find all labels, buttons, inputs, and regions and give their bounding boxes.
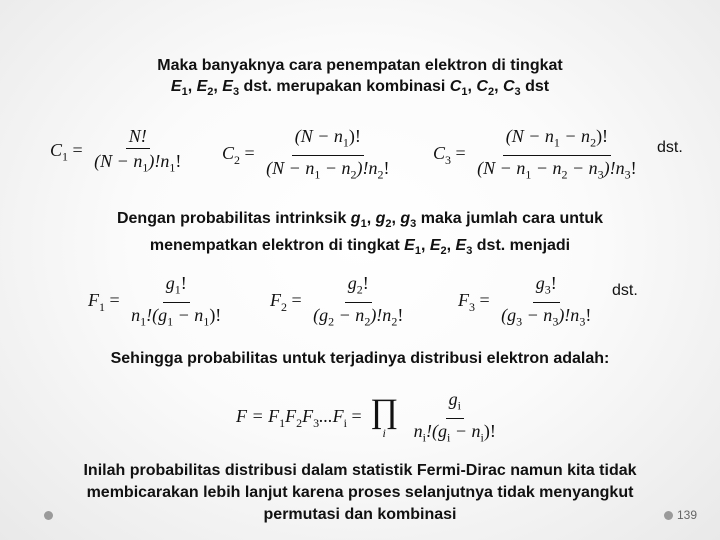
closing-line-2: membicarakan lebih lanjut karena proses selanjutnya tidak menyangkut [86,484,634,501]
formula-c1: $C_1$ = $\frac{N!}{(N - n_1)!n_1!}$ [50,126,182,175]
left-bullet-dot [44,511,53,520]
page-number: 139 [677,508,698,522]
dst-label-c: dst. [657,139,683,156]
middle-line-1: Dengan probabilitas intrinksik $g_1$, $g_2$, $g_3$ maka jumlah cara untuk [116,210,604,231]
intro-line-1: Maka banyaknya cara penempatan elektron di tingkat [157,57,563,74]
formula-c3: $C_3$ = $\frac{(N - n_1 - n_2)!}{(N - n_1 - n_2 - n_3)!n_3!}$ [433,126,637,182]
middle-line-2: menempatkan elektron di tingkat $E_1$, $E_2$, $E_3$ dst. menjadi [149,237,571,258]
product-symbol: ∏ i [370,393,399,441]
intro-line-2: $E_1$, $E_2$, $E_3$ dst. merupakan kombinasi $C_1$, $C_2$, $C_3$ dst [170,78,550,99]
right-bullet-dot [664,511,673,520]
formula-product: $F = F_1F_2F_3...F_i$ = ∏ i $\frac{g_i}{n_i!(g_i - n_i)!}$ [236,389,496,445]
formula-c2: $C_2$ = $\frac{(N - n_1)!}{(N - n_1 - n_2)!n_2!}$ [222,126,390,182]
formula-f3: $F_3$ = $\frac{g_3!}{(g_3 - n_3)!n_3!}$ [458,273,592,329]
closing-text [0,460,720,526]
formula-f2: $F_2$ = $\frac{g_2!}{(g_2 - n_2)!n_2!}$ [270,273,404,329]
closing-line-1: Inilah probabilitas distribusi dalam statistik Fermi-Dirac namun kita tidak [83,462,637,479]
closing-line-3: permutasi dan kombinasi [263,506,457,523]
dst-label-f: dst. [612,282,638,299]
sehingga-text: Sehingga probabilitas untuk terjadinya distribusi elektron adalah: [110,350,610,367]
formula-f1: $F_1$ = $\frac{g_1!}{n_1!(g_1 - n_1)!}$ [88,273,222,329]
middle-text [0,208,720,262]
intro-text [0,55,720,103]
